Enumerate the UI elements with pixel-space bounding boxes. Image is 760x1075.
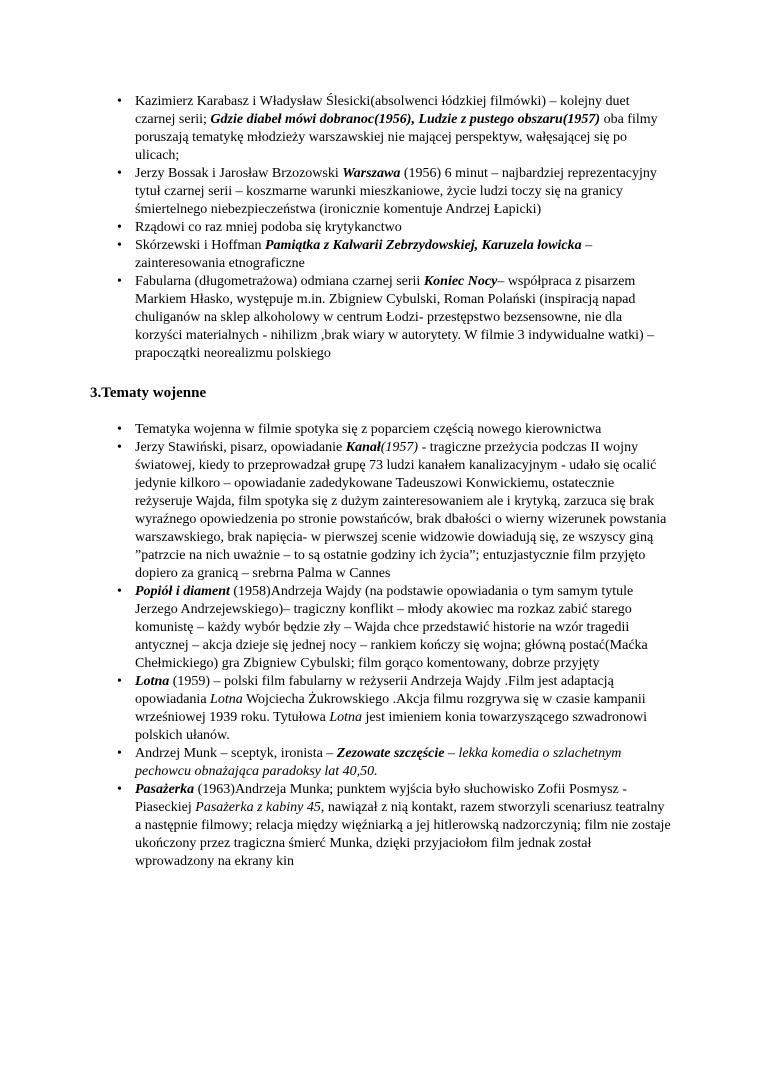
text-run: oba filmy poruszają tematykę młodzieży warszawskiej nie mającej perspektyw, wałęsającej się po ulicach;	[135, 112, 658, 163]
text-run: – lekka komedia o szlachetnym pechowcu obnażająca paradoksy lat 40,50.	[135, 746, 622, 779]
text-run: (1957)	[380, 440, 419, 455]
text-run: Popiół i diament	[135, 584, 230, 599]
bullet-item	[90, 421, 672, 439]
text-run: , nawiązał z nią kontakt, razem stworzyli scenariusz teatralny a następnie filmowy; relacja między więźniarką a jej hitlerowską nadzorczynią; film nie zostaje ukończony przez tragiczna śmierć Munka, dzięki przyjaciołom film jednak został wprowadzony na ekrany kin	[135, 800, 671, 869]
text-run: Tematyka wojenna w filmie spotyka się z poparciem częścią nowego kierownictwa	[135, 422, 602, 437]
bullet-list-pasazerka	[90, 781, 672, 871]
text-run: Lotna	[329, 710, 363, 725]
text-run: Warszawa	[342, 166, 401, 181]
text-run: Kazimierz Karabasz i Władysław Ślesicki(absolwenci łódzkiej filmówki) – kolejny duet czarnej serii;	[135, 94, 630, 127]
text-run: Skórzewski i Hoffman	[135, 238, 265, 253]
bullet-item	[90, 237, 672, 273]
bullet-item	[90, 273, 672, 363]
bullet-list-tematy-wojenne	[90, 421, 672, 745]
bullet-item	[90, 673, 672, 745]
text-run: Jerzy Stawiński, pisarz, opowiadanie	[135, 440, 346, 455]
text-run: Lotna	[135, 674, 170, 689]
text-run: Jerzy Bossak i Jarosław Brzozowski	[135, 166, 343, 181]
section-heading: 3.Tematy wojenne	[90, 385, 207, 401]
bullet-list-czarna-seria	[90, 93, 672, 363]
bullet-item	[90, 439, 672, 583]
text-run: Fabularna (długometrażowa) odmiana czarnej serii	[135, 274, 424, 289]
text-run: Zezowate szczęście	[336, 746, 445, 761]
bullet-item	[90, 219, 672, 237]
text-run: Kanał	[345, 440, 381, 455]
text-run: Rządowi co raz mniej podoba się krytykanctwo	[135, 220, 402, 235]
bullet-item	[90, 165, 672, 219]
bullet-list-munk	[90, 745, 672, 781]
text-run: Lotna	[210, 692, 243, 707]
text-run: Andrzej Munk – sceptyk, ironista –	[135, 746, 337, 761]
bullet-item	[90, 93, 672, 165]
bullet-item	[90, 781, 672, 871]
text-run: (1956) 6 minut – najbardziej reprezentacyjny tytuł czarnej serii – koszmarne warunki mieszkaniowe, życie ludzi toczy się na granicy śmiertelnego niebezpieczeństwa (ironicznie komentuje Andrzej Łapicki)	[135, 166, 657, 217]
text-run: – współpraca z pisarzem Markiem Hłasko, występuje m.in. Zbigniew Cybulski, Roman Polański (inspiracją napad chuliganów na sklep alkoholowy w centrum Łodzi- przestępstwo bezsensowne, nie dla korzyści materialnych - nihilizm ,brak wiary w autorytety. W filmie 3 indywidualne watki) – prapoczątki neorealizmu polskiego	[135, 274, 655, 361]
text-run: - tragiczne przeżycia podczas II wojny światowej, kiedy to przeprowadzał grupę 73 ludzi kanałem kanalizacyjnym - udało się ocalić jedynie kilkoro – opowiadanie zadedykowane Tadeuszowi Konwickiemu, ostatecznie reżyseruje Wajda, film spotyka się z dużym zainteresowaniem ale i krytyką, zarzuca się brak wyraźnego opowiedzenia po stronie powstańców, brak dbałości o wierny wizerunek powstania warszawskiego, brak napięcia- w pierwszej scenie widzowie dowiadują się, ze wszyscy giną ”patrzcie na nich uważnie – to są ostatnie godziny ich życia”; entuzjastycznie film przyjęto dopiero za granicą – srebrna Palma w Cannes	[135, 440, 667, 581]
text-run: (1958)Andrzeja Wajdy (na podstawie opowiadania o tym samym tytule Jerzego Andrzejewskiego)– tragiczny konflikt – młody akowiec ma rozkaz zabić starego komunistę – każdy wybór będzie zły – Wajda chce przedstawić historie na wzór tragedii antycznej – akcja dzieje się jednej nocy – rankiem kończy się wojna; główną postać(Maćka Chełmickiego) gra Zbigniew Cybulski; film gorąco komentowany, dobrze przyjęty	[135, 584, 648, 671]
bullet-item	[90, 583, 672, 673]
text-run: Pasażerka z kabiny 45	[195, 800, 321, 815]
text-run: (1963)Andrzeja Munka; punktem wyjścia było słuchowisko Zofii Posmysz - Piaseckiej	[135, 782, 627, 815]
text-run: (1959) – polski film fabularny w reżyserii Andrzeja Wajdy .Film jest adaptacją opowiadania	[135, 674, 614, 707]
text-run: jest imieniem konia towarzyszącego szwadronowi polskich ułanów.	[135, 710, 647, 743]
text-run: Koniec Nocy	[423, 274, 498, 289]
text-run: Gdzie diabeł mówi dobranoc(1956), Ludzie z pustego obszaru(1957)	[210, 112, 601, 127]
text-run: – zainteresowania etnograficzne	[135, 238, 593, 271]
text-run: Pasażerka	[135, 782, 195, 797]
text-run: Pamiątka z Kalwarii Zebrzydowskiej, Karuzela łowicka	[265, 238, 582, 253]
bullet-item	[90, 745, 672, 781]
text-run: Wojciecha Żukrowskiego .Akcja filmu rozgrywa się w czasie kampanii wrześniowej 1939 roku. Tytułowa	[135, 692, 646, 725]
